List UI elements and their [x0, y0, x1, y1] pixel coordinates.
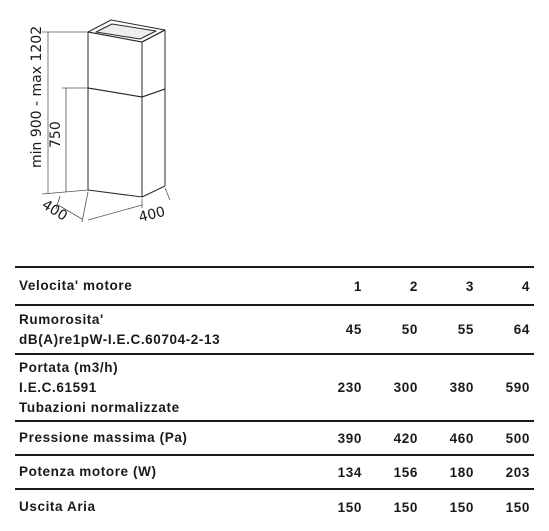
body-height-label: 750	[48, 121, 64, 148]
speed-3-value: 55	[457, 322, 474, 337]
speed-4-value: 150	[505, 499, 530, 515]
table-row-airflow	[15, 355, 534, 422]
speed-3-value: 460	[449, 430, 474, 446]
chimney-side-face	[142, 30, 165, 97]
table-row-motor-power	[15, 456, 534, 490]
depth-label: 400	[38, 196, 71, 225]
speed-2-value: 420	[393, 430, 418, 446]
table-row-motor-speed	[15, 268, 534, 306]
speed-1-value: 134	[337, 464, 362, 480]
table-row-max-pressure	[15, 422, 534, 456]
row-label-line: dB(A)re1pW-I.E.C.60704-2-13	[19, 331, 221, 347]
table-row-noise	[15, 306, 534, 355]
specifications-table	[15, 266, 534, 524]
row-label-line: Portata (m3/h)	[19, 359, 119, 375]
speed-1-value: 230	[337, 380, 362, 395]
row-label	[15, 358, 306, 418]
row-label-line: Tubazioni normalizzate	[19, 399, 180, 415]
row-label-line: I.E.C.61591	[19, 379, 97, 395]
speed-3-value: 150	[449, 499, 474, 515]
speed-1-value: 390	[337, 430, 362, 446]
speed-4-value: 64	[513, 322, 530, 337]
speed-2-value: 150	[393, 499, 418, 515]
speed-2-value: 156	[393, 464, 418, 480]
height-range-label: min 900 - max 1202	[29, 25, 45, 168]
row-label	[15, 428, 306, 448]
speed-2-value: 2	[409, 278, 418, 294]
row-label-line: Uscita Aria	[19, 499, 96, 514]
speed-1-value: 45	[345, 322, 362, 337]
speed-4-value: 4	[521, 278, 530, 294]
speed-2-value: 300	[393, 380, 418, 395]
speed-2-value: 50	[401, 322, 418, 337]
speed-4-value: 203	[505, 464, 530, 480]
hood-body-front-face	[88, 88, 142, 197]
speed-3-value: 3	[465, 278, 474, 294]
speed-4-value: 590	[505, 380, 530, 395]
table-row-air-outlet	[15, 490, 534, 524]
row-label-line: Velocita' motore	[19, 278, 133, 293]
row-label-line: Potenza motore (W)	[19, 464, 157, 479]
speed-4-value: 500	[505, 430, 530, 446]
width-label: 400	[137, 203, 167, 226]
chimney-front-face	[88, 32, 142, 97]
row-label-line: Rumorosita'	[19, 311, 104, 327]
speed-1-value: 1	[353, 278, 362, 294]
row-label	[15, 310, 306, 350]
hood-dimension-diagram	[0, 0, 549, 260]
speed-3-value: 380	[449, 380, 474, 395]
speed-3-value: 180	[449, 464, 474, 480]
speed-1-value: 150	[337, 499, 362, 515]
row-label	[15, 462, 306, 482]
hood-body-side-face	[142, 89, 165, 197]
row-label	[15, 276, 306, 296]
row-label-line: Pressione massima (Pa)	[19, 430, 188, 445]
row-label	[15, 497, 306, 517]
